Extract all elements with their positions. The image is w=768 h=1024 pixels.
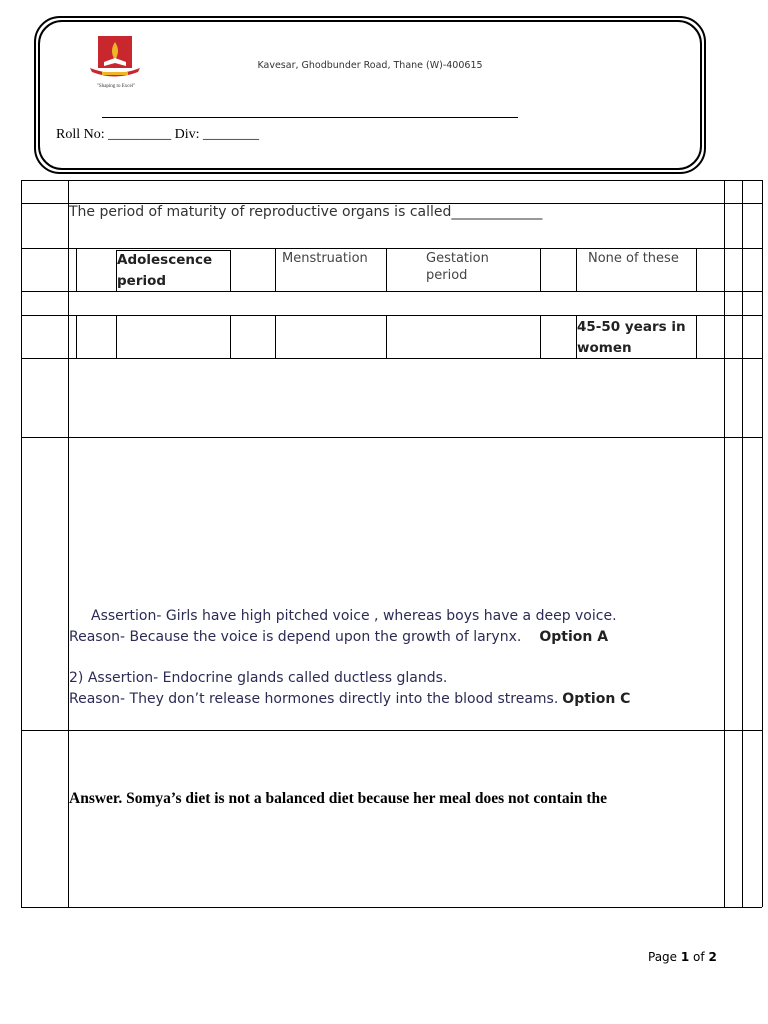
assertion-1: Assertion- Girls have high pitched voice , whereas boys have a deep voice. (91, 608, 617, 624)
reason-2-text: Reason- They don’t release hormones directly into the blood streams. (69, 691, 559, 707)
option-cell-line (76, 248, 77, 291)
page-number (648, 950, 717, 964)
option-cell-line (386, 315, 387, 358)
answer-text: Answer. Somya’s diet is not a balanced diet because her meal does not contain the (69, 790, 608, 807)
assertion-2: 2) Assertion- Endocrine glands called ductless glands. (69, 670, 448, 686)
option-menstruation: Menstruation (282, 251, 368, 266)
option-cell-line (230, 315, 231, 358)
option-c-label: Option C (562, 691, 631, 707)
school-address: Kavesar, Ghodbunder Road, Thane (W)-400615 (257, 60, 483, 71)
option-cell-line (76, 315, 77, 358)
option-cell-line (386, 248, 387, 291)
row-line (21, 315, 762, 316)
roll-div-field: Roll No: _________ Div: ________ (56, 127, 260, 142)
option-cell-line (576, 248, 577, 291)
option-gestation: Gestation period (426, 251, 489, 283)
reason-1 (69, 629, 608, 645)
row-line (21, 437, 762, 438)
page-prefix: Page (648, 950, 681, 964)
option-cell-line (540, 248, 541, 291)
row-line (21, 907, 762, 908)
option-cell-line (275, 315, 276, 358)
option-cell-line (275, 248, 276, 291)
page-current: 1 (680, 950, 690, 964)
page-mid: of (689, 950, 709, 964)
option-cell-line (696, 315, 697, 358)
col-line (724, 180, 725, 907)
answer-cell: 45-50 years in women (577, 319, 686, 356)
option-cell-line (540, 315, 541, 358)
option-cell-line (230, 250, 231, 291)
option-cell-line (116, 315, 117, 358)
reason-2 (69, 691, 630, 707)
option-none: None of these (588, 251, 679, 266)
col-line (762, 180, 763, 907)
page-total: 2 (708, 950, 717, 964)
name-line (102, 117, 518, 118)
col-line (742, 180, 743, 907)
school-motto: "Shaping to Excel" (96, 84, 136, 89)
option-a-label: Option A (539, 629, 609, 645)
col-line (21, 180, 22, 907)
row-line (21, 730, 762, 731)
row-line (21, 248, 762, 249)
question-text: The period of maturity of reproductive organs is called_____________ (69, 204, 543, 220)
option-adolescence: Adolescence period (117, 252, 213, 289)
row-line (21, 180, 762, 181)
reason-1-text: Reason- Because the voice is depend upon the growth of larynx. (69, 629, 522, 645)
option-cell-line (696, 248, 697, 291)
